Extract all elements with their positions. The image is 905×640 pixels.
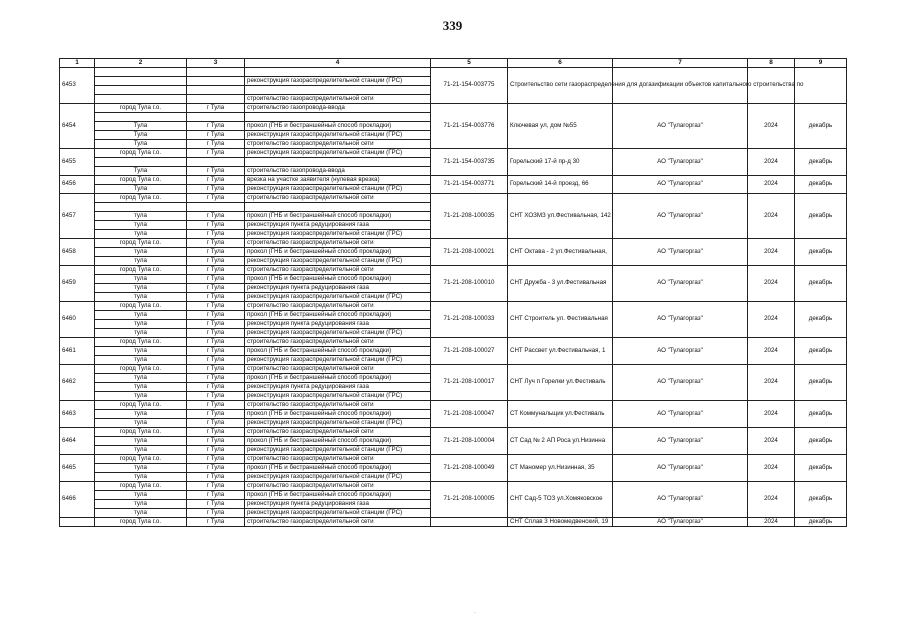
address-cell: СТ Маномер ул.Низинная, 35 [508,455,613,482]
work-type-cell: прокол (ГНБ и бестраншейный способ прокладки) [245,311,431,320]
object-code-cell: 71-21-208-100027 [431,338,508,365]
table-row [60,104,847,113]
object-code-cell: 71-21-208-100047 [431,401,508,428]
work-type-cell [245,68,431,77]
work-type-cell: реконструкция газораспределительной станции (ГРС) [245,329,431,338]
locality-cell [95,77,187,86]
city-cell: г Тула [187,509,245,518]
work-type-cell: строительство газораспределительной сети [245,338,431,347]
address-cell: СНТ Октава - 2 ул.Фестивальная, [508,239,613,266]
month-cell: декабрь [795,365,847,401]
month-cell: декабрь [795,104,847,149]
organization-cell: АО "Тулагоргаз" [613,482,748,518]
locality-cell: тула [95,248,187,257]
locality-cell: тула [95,437,187,446]
work-type-cell: строительство газораспределительной сети [245,239,431,248]
row-number-cell: 6459 [60,266,95,302]
row-number-cell [60,518,95,527]
city-cell: г Тула [187,185,245,194]
city-cell: г Тула [187,482,245,491]
column-header: 7 [613,59,748,68]
city-cell [187,158,245,167]
work-type-cell: реконструкция газораспределительной станции (ГРС) [245,419,431,428]
object-code-cell: 71-21-208-100035 [431,194,508,239]
table-row [60,302,847,311]
locality-cell: тула [95,419,187,428]
row-number-cell: 6455 [60,149,95,176]
locality-cell: тула [95,464,187,473]
organization-cell: АО "Тулагоргаз" [613,428,748,455]
locality-cell: тула [95,320,187,329]
city-cell: г Тула [187,356,245,365]
city-cell: г Тула [187,419,245,428]
locality-cell [95,113,187,122]
table-body [60,68,847,527]
locality-cell: город Тула г.о. [95,149,187,158]
object-code-cell: 71-21-154-003735 [431,149,508,176]
city-cell: г Тула [187,122,245,131]
organization-cell: АО "Тулагоргаз" [613,194,748,239]
table-row [60,482,847,491]
locality-cell: тула [95,392,187,401]
work-type-cell: прокол (ГНБ и бестраншейный способ прокладки) [245,275,431,284]
work-type-cell: реконструкция газораспределительной станции (ГРС) [245,131,431,140]
year-cell: 2024 [748,482,795,518]
column-header: 5 [431,59,508,68]
object-code-cell: 71-21-208-100021 [431,239,508,266]
organization-cell: АО "Тулагоргаз" [613,455,748,482]
object-code-cell: 71-21-208-100010 [431,266,508,302]
work-type-cell: строительство газораспределительной сети [245,95,431,104]
work-type-cell: прокол (ГНБ и бестраншейный способ прокладки) [245,374,431,383]
object-code-cell: 71-21-208-100049 [431,455,508,482]
column-header: 8 [748,59,795,68]
work-type-cell: реконструкция газораспределительной станции (ГРС) [245,392,431,401]
row-number-cell: 6458 [60,239,95,266]
city-cell: г Тула [187,149,245,158]
locality-cell: Тула [95,167,187,176]
work-type-cell: реконструкция пункта редуцирования газа [245,500,431,509]
city-cell: г Тула [187,131,245,140]
organization-cell: АО "Тулагоргаз" [613,338,748,365]
table-row [60,455,847,464]
locality-cell: тула [95,356,187,365]
address-cell: Строительство сети газораспределения для догазификации объектов капитального строительства по [508,68,613,104]
row-number-cell: 6463 [60,401,95,428]
address-cell: СТ Коммунальщик ул.Фестиваль [508,401,613,428]
footer-mark: · [474,610,476,616]
organization-cell: АО "Тулагоргаз" [613,302,748,338]
organization-cell: АО "Тулагоргаз" [613,239,748,266]
locality-cell: тула [95,212,187,221]
table-row [60,266,847,275]
row-number-cell: 6460 [60,302,95,338]
row-number-cell: 6456 [60,176,95,194]
month-cell: декабрь [795,239,847,266]
organization-cell: АО "Тулагоргаз" [613,401,748,428]
row-number-cell: 6465 [60,455,95,482]
object-code-cell: 71-21-208-100004 [431,428,508,455]
page-number: 339 [442,18,463,33]
month-cell: декабрь [795,338,847,365]
work-type-cell: реконструкция газораспределительной станции (ГРС) [245,77,431,86]
table-row [60,365,847,374]
city-cell: г Тула [187,320,245,329]
locality-cell: тула [95,374,187,383]
organization-cell: АО "Тулагоргаз" [613,365,748,401]
object-code-cell: 71-21-208-100017 [431,365,508,401]
city-cell [187,203,245,212]
city-cell: г Тула [187,221,245,230]
row-number-cell: 6457 [60,194,95,239]
locality-cell: город Тула г.о. [95,104,187,113]
work-type-cell: реконструкция пункта редуцирования газа [245,320,431,329]
address-cell: СНТ Сад-5 ТОЗ ул.Хомяковское [508,482,613,518]
table-row [60,401,847,410]
address-cell: СНТ Дружба - 3 ул.Фестивальная [508,266,613,302]
city-cell: г Тула [187,437,245,446]
city-cell: г Тула [187,347,245,356]
work-type-cell: строительство газораспределительной сети [245,266,431,275]
city-cell: г Тула [187,176,245,185]
city-cell: г Тула [187,167,245,176]
table-row [60,149,847,158]
city-cell [187,86,245,95]
year-cell: 2024 [748,104,795,149]
locality-cell: тула [95,329,187,338]
work-type-cell: прокол (ГНБ и бестраншейный способ прокладки) [245,122,431,131]
city-cell: г Тула [187,410,245,419]
locality-cell: тула [95,509,187,518]
locality-cell: тула [95,311,187,320]
month-cell: декабрь [795,149,847,176]
locality-cell: город Тула г.о. [95,239,187,248]
table-row [60,68,847,77]
year-cell: 2024 [748,428,795,455]
address-cell: СТ Сад № 2 АП Роса ул.Низинна [508,428,613,455]
organization-cell: АО "Тулагоргаз" [613,518,748,527]
object-code-cell: 71-21-154-003775 [431,68,508,104]
organization-cell: АО "Тулагоргаз" [613,176,748,194]
city-cell: г Тула [187,338,245,347]
organization-cell: АО "Тулагоргаз" [613,104,748,149]
row-number-cell: 6466 [60,482,95,518]
city-cell: г Тула [187,365,245,374]
work-type-cell: реконструкция газораспределительной станции (ГРС) [245,230,431,239]
city-cell: г Тула [187,140,245,149]
work-type-cell: прокол (ГНБ и бестраншейный способ прокладки) [245,437,431,446]
locality-cell: город Тула г.о. [95,428,187,437]
month-cell: декабрь [795,194,847,239]
city-cell: г Тула [187,401,245,410]
column-header: 9 [795,59,847,68]
city-cell: г Тула [187,329,245,338]
table-row [60,239,847,248]
work-type-cell: реконструкция газораспределительной станции (ГРС) [245,446,431,455]
city-cell: г Тула [187,446,245,455]
work-type-cell: прокол (ГНБ и бестраншейный способ прокладки) [245,212,431,221]
locality-cell: Тула [95,140,187,149]
organization-cell: АО "Тулагоргаз" [613,266,748,302]
work-type-cell: прокол (ГНБ и бестраншейный способ прокладки) [245,248,431,257]
work-type-cell: реконструкция газораспределительной станции (ГРС) [245,293,431,302]
address-cell: СНТ Луч п Горелки ул.Фестиваль [508,365,613,401]
month-cell: декабрь [795,482,847,518]
table-row [60,338,847,347]
column-header: 6 [508,59,613,68]
year-cell: 2024 [748,176,795,194]
locality-cell: тула [95,257,187,266]
address-cell: Горельский 14-й проезд, 66 [508,176,613,194]
locality-cell [95,68,187,77]
city-cell [187,113,245,122]
locality-cell: город Тула г.о. [95,401,187,410]
work-type-cell: врезка на участке заявителя (нулевая врезка) [245,176,431,185]
city-cell [187,68,245,77]
work-type-cell: строительство газораспределительной сети [245,428,431,437]
city-cell: г Тула [187,311,245,320]
locality-cell: тула [95,221,187,230]
registry-table [59,58,847,527]
work-type-cell: реконструкция газораспределительной станции (ГРС) [245,509,431,518]
year-cell: 2024 [748,239,795,266]
locality-cell: город Тула г.о. [95,194,187,203]
year-cell: 2024 [748,149,795,176]
city-cell: г Тула [187,275,245,284]
work-type-cell: реконструкция газораспределительной станции (ГРС) [245,149,431,158]
locality-cell: город Тула г.о. [95,176,187,185]
year-cell: 2024 [748,455,795,482]
year-cell: 2024 [748,401,795,428]
work-type-cell: реконструкция газораспределительной станции (ГРС) [245,356,431,365]
work-type-cell: строительство газораспределительной сети [245,455,431,464]
work-type-cell: реконструкция газораспределительной станции (ГРС) [245,257,431,266]
table-header [60,59,847,68]
column-header: 1 [60,59,95,68]
organization-cell: АО "Тулагоргаз" [613,149,748,176]
work-type-cell [245,113,431,122]
month-cell: декабрь [795,428,847,455]
locality-cell: город Тула г.о. [95,455,187,464]
locality-cell [95,95,187,104]
work-type-cell: строительство газораспределительной сети [245,482,431,491]
address-cell: СНТ Сплав 3 Новомедвенский, 19 [508,518,613,527]
row-number-cell: 6464 [60,428,95,455]
table-row [60,518,847,527]
work-type-cell: строительство газораспределительной сети [245,401,431,410]
locality-cell: город Тула г.о. [95,338,187,347]
work-type-cell [245,158,431,167]
month-cell: декабрь [795,302,847,338]
work-type-cell: строительство газопровода-ввода [245,167,431,176]
locality-cell: Тула [95,122,187,131]
row-number-cell: 6454 [60,104,95,149]
locality-cell: тула [95,383,187,392]
work-type-cell: прокол (ГНБ и бестраншейный способ прокладки) [245,491,431,500]
locality-cell: тула [95,410,187,419]
work-type-cell: строительство газораспределительной сети [245,365,431,374]
city-cell: г Тула [187,392,245,401]
city-cell: г Тула [187,500,245,509]
year-cell: 2024 [748,365,795,401]
year-cell: 2024 [748,518,795,527]
column-header: 4 [245,59,431,68]
locality-cell: город Тула г.о. [95,482,187,491]
row-number-cell: 6462 [60,365,95,401]
object-code-cell: 71-21-154-003776 [431,104,508,149]
locality-cell: город Тула г.о. [95,266,187,275]
table-row [60,176,847,185]
work-type-cell [245,86,431,95]
locality-cell: тула [95,473,187,482]
address-cell: СНТ Рассвет ул.Фестивальная, 1 [508,338,613,365]
city-cell: г Тула [187,257,245,266]
work-type-cell: прокол (ГНБ и бестраншейный способ прокладки) [245,347,431,356]
year-cell: 2024 [748,338,795,365]
row-number-cell: 6453 [60,68,95,104]
work-type-cell: строительство газораспределительной сети [245,302,431,311]
city-cell [187,95,245,104]
locality-cell [95,203,187,212]
city-cell: г Тула [187,266,245,275]
city-cell: г Тула [187,455,245,464]
locality-cell [95,86,187,95]
city-cell: г Тула [187,239,245,248]
locality-cell: город Тула г.о. [95,365,187,374]
locality-cell: тула [95,284,187,293]
work-type-cell: прокол (ГНБ и бестраншейный способ прокладки) [245,464,431,473]
locality-cell: тула [95,275,187,284]
locality-cell: тула [95,347,187,356]
row-number-cell: 6461 [60,338,95,365]
work-type-cell: строительство газораспределительной сети [245,140,431,149]
object-code-cell: 71-21-154-003771 [431,176,508,194]
month-cell: декабрь [795,176,847,194]
table-row [60,194,847,203]
locality-cell: тула [95,500,187,509]
address-cell: СНТ Строитель ул. Фестивальная [508,302,613,338]
city-cell: г Тула [187,302,245,311]
address-cell: Горельский 17-й пр-д 30 [508,149,613,176]
city-cell: г Тула [187,473,245,482]
table-row [60,428,847,437]
address-cell: СНТ ХОЗМЗ ул.Фестивальная, 142 [508,194,613,239]
locality-cell: тула [95,293,187,302]
year-cell: 2024 [748,266,795,302]
month-cell: декабрь [795,266,847,302]
locality-cell: тула [95,230,187,239]
city-cell: г Тула [187,464,245,473]
locality-cell: Тула [95,131,187,140]
object-code-cell: 71-21-208-100005 [431,482,508,518]
work-type-cell: строительство газораспределительной сети [245,518,431,527]
year-cell: 2024 [748,194,795,239]
locality-cell [95,158,187,167]
city-cell: г Тула [187,284,245,293]
locality-cell: город Тула г.о. [95,302,187,311]
month-cell: декабрь [795,455,847,482]
work-type-cell: строительство газораспределительной сети [245,194,431,203]
work-type-cell: реконструкция пункта редуцирования газа [245,221,431,230]
object-code-cell: 71-21-208-100033 [431,302,508,338]
city-cell: г Тула [187,518,245,527]
column-header: 3 [187,59,245,68]
locality-cell: тула [95,446,187,455]
work-type-cell: прокол (ГНБ и бестраншейный способ прокладки) [245,410,431,419]
work-type-cell: реконструкция газораспределительной станции (ГРС) [245,473,431,482]
work-type-cell: реконструкция газораспределительной станции (ГРС) [245,185,431,194]
month-cell: декабрь [795,401,847,428]
city-cell: г Тула [187,428,245,437]
address-cell: Ключевая ул, дом №55 [508,104,613,149]
city-cell: г Тула [187,374,245,383]
object-code-cell [431,518,508,527]
city-cell: г Тула [187,194,245,203]
year-cell: 2024 [748,302,795,338]
work-type-cell: строительство газопровода-ввода [245,104,431,113]
month-cell: декабрь [795,518,847,527]
city-cell: г Тула [187,104,245,113]
city-cell: г Тула [187,491,245,500]
locality-cell: город Тула г.о. [95,518,187,527]
city-cell: г Тула [187,293,245,302]
column-header: 2 [95,59,187,68]
city-cell: г Тула [187,383,245,392]
work-type-cell: реконструкция пункта редуцирования газа [245,383,431,392]
locality-cell: Тула [95,185,187,194]
locality-cell: тула [95,491,187,500]
city-cell: г Тула [187,230,245,239]
city-cell [187,77,245,86]
work-type-cell [245,203,431,212]
work-type-cell: реконструкция пункта редуцирования газа [245,284,431,293]
city-cell: г Тула [187,248,245,257]
city-cell: г Тула [187,212,245,221]
